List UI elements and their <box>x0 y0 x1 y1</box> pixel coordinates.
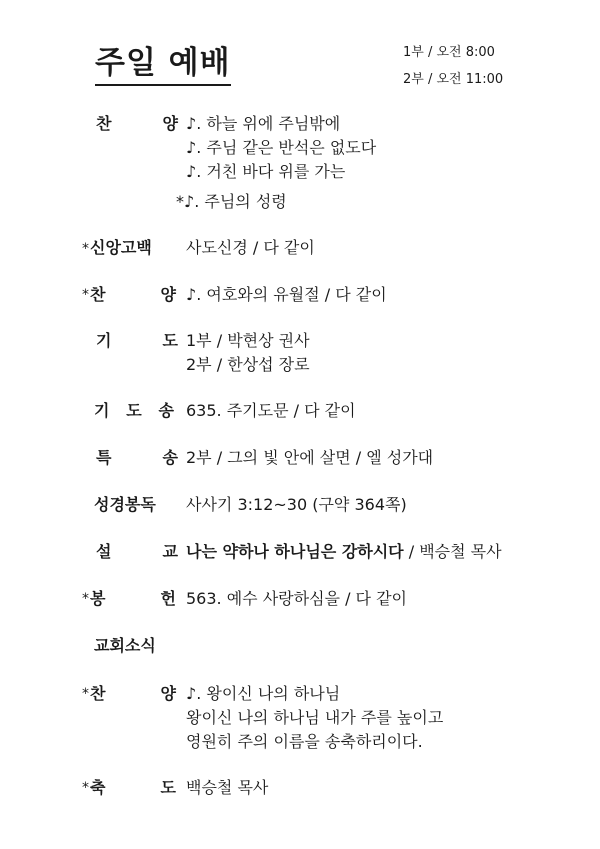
order-content: 2부 / 그의 빛 안에 살면 / 엘 성가대 <box>186 448 434 467</box>
service-time-1: 1부 / 오전 8:00 <box>403 45 495 60</box>
order-label: * 축 도 <box>82 778 176 797</box>
order-label: 기 도 <box>96 331 178 350</box>
page-title: 주일 예배 <box>95 44 231 86</box>
order-content: 635. 주기도문 / 다 같이 <box>186 401 356 420</box>
order-label: *신앙고백 <box>82 238 152 257</box>
service-time-2: 2부 / 오전 11:00 <box>403 72 504 87</box>
order-label: 교회소식 <box>94 636 156 655</box>
order-content: ♪. 하늘 위에 주님밖에 ♪. 주님 같은 반석은 없도다 ♪. 거친 바다 위를 가는 *♪. 주님의 성령 <box>176 114 377 211</box>
sermon-title: 나는 약하나 하나님은 강하시다 <box>186 542 404 561</box>
order-label: * 찬 양 <box>82 684 176 703</box>
order-content: 백승철 목사 <box>186 778 269 797</box>
order-label: 특 송 <box>96 448 178 467</box>
order-content: 563. 예수 사랑하심을 / 다 같이 <box>186 589 408 608</box>
order-content: 사사기 3:12~30 (구약 364쪽) <box>186 495 407 514</box>
order-content <box>186 540 502 564</box>
order-label: 기 도 송 <box>94 401 174 420</box>
order-label: * 찬 양 <box>82 285 176 304</box>
order-content: ♪. 여호와의 유월절 / 다 같이 <box>186 285 387 304</box>
order-label: 설 교 <box>96 542 178 561</box>
order-content: ♪. 왕이신 나의 하나님 왕이신 나의 하나님 내가 주를 높이고 영원히 주의 이름을 송축하리이다. <box>186 684 444 751</box>
order-label: 성경봉독 <box>94 495 156 514</box>
order-label: 찬 양 <box>96 114 178 133</box>
order-content: 사도신경 / 다 같이 <box>186 238 315 257</box>
order-content: 1부 / 박현상 권사 2부 / 한상섭 장로 <box>186 331 310 374</box>
sermon-preacher: / 백승철 목사 <box>403 542 502 561</box>
order-label: * 봉 헌 <box>82 589 176 608</box>
